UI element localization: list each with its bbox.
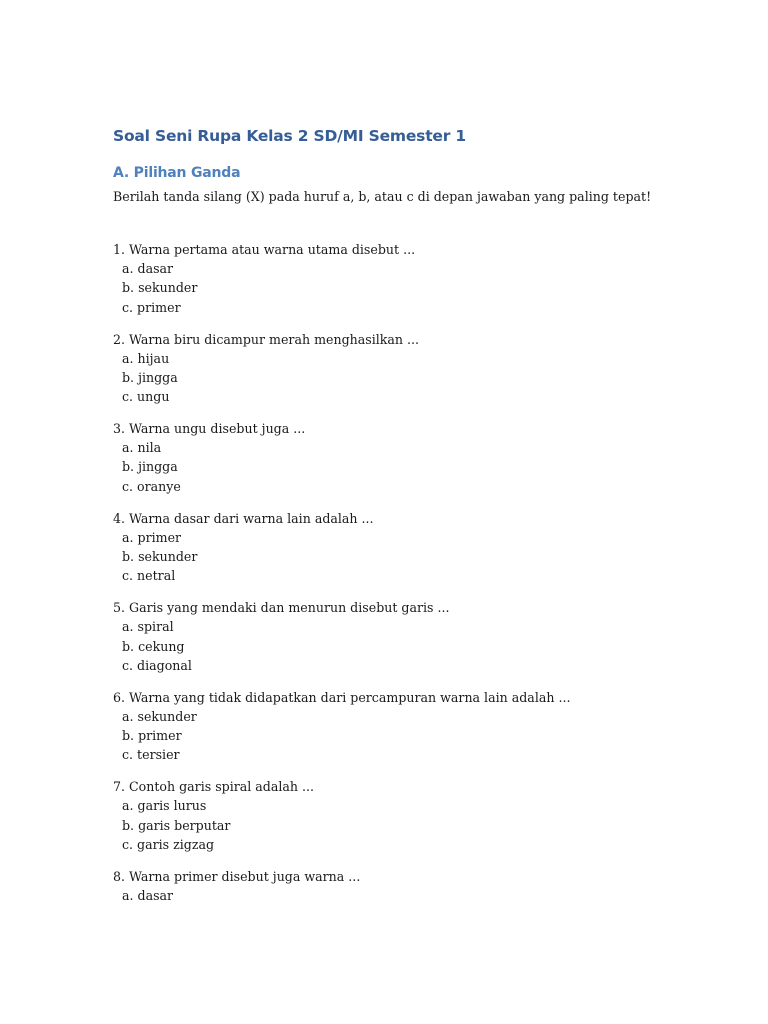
question-item [113,240,713,317]
question-text: 8. Warna primer disebut juga warna ... [113,868,361,884]
answer-option: c. diagonal [122,657,192,673]
answer-option: b. jingga [122,369,178,385]
answer-option: a. hijau [122,350,170,366]
question-text: 5. Garis yang mendaki dan menurun disebut garis ... [113,600,450,616]
answer-option: c. garis zigzag [122,836,215,852]
question-text: 7. Contoh garis spiral adalah ... [113,779,315,795]
section-title: A. Pilihan Ganda [113,165,241,181]
document-title: Soal Seni Rupa Kelas 2 SD/MI Semester 1 [113,127,466,145]
question-item [113,867,713,905]
question-item [113,688,713,765]
answer-option: b. sekunder [122,549,198,565]
question-text: 3. Warna ungu disebut juga ... [113,421,306,437]
question-item [113,330,713,407]
answer-option: c. ungu [122,389,170,405]
answer-option: a. dasar [122,888,174,904]
answer-option: b. sekunder [122,280,198,296]
answer-option: c. primer [122,299,181,315]
answer-option: a. dasar [122,261,174,277]
question-item [113,598,713,675]
question-text: 6. Warna yang tidak didapatkan dari percampuran warna lain adalah ... [113,689,571,705]
answer-option: a. spiral [122,619,174,635]
question-item [113,777,713,854]
answer-option: b. jingga [122,459,178,475]
question-list [113,240,713,905]
answer-option: b. cekung [122,638,185,654]
document-page [113,124,713,918]
answer-option: b. primer [122,728,182,744]
answer-option: a. sekunder [122,708,197,724]
answer-option: a. primer [122,529,182,545]
answer-option: c. oranye [122,478,181,494]
answer-option: c. tersier [122,747,180,763]
question-text: 4. Warna dasar dari warna lain adalah ... [113,510,374,526]
question-item [113,419,713,496]
answer-option: c. netral [122,568,176,584]
question-item [113,509,713,586]
question-text: 2. Warna biru dicampur merah menghasilkan ... [113,331,420,347]
question-text: 1. Warna pertama atau warna utama disebut ... [113,242,416,257]
answer-option: a. nila [122,440,162,456]
instruction-text: Berilah tanda silang (X) pada huruf a, b, atau c di depan jawaban yang paling tepat! [113,189,652,204]
answer-option: b. garis berputar [122,817,231,833]
answer-option: a. garis lurus [122,798,207,814]
